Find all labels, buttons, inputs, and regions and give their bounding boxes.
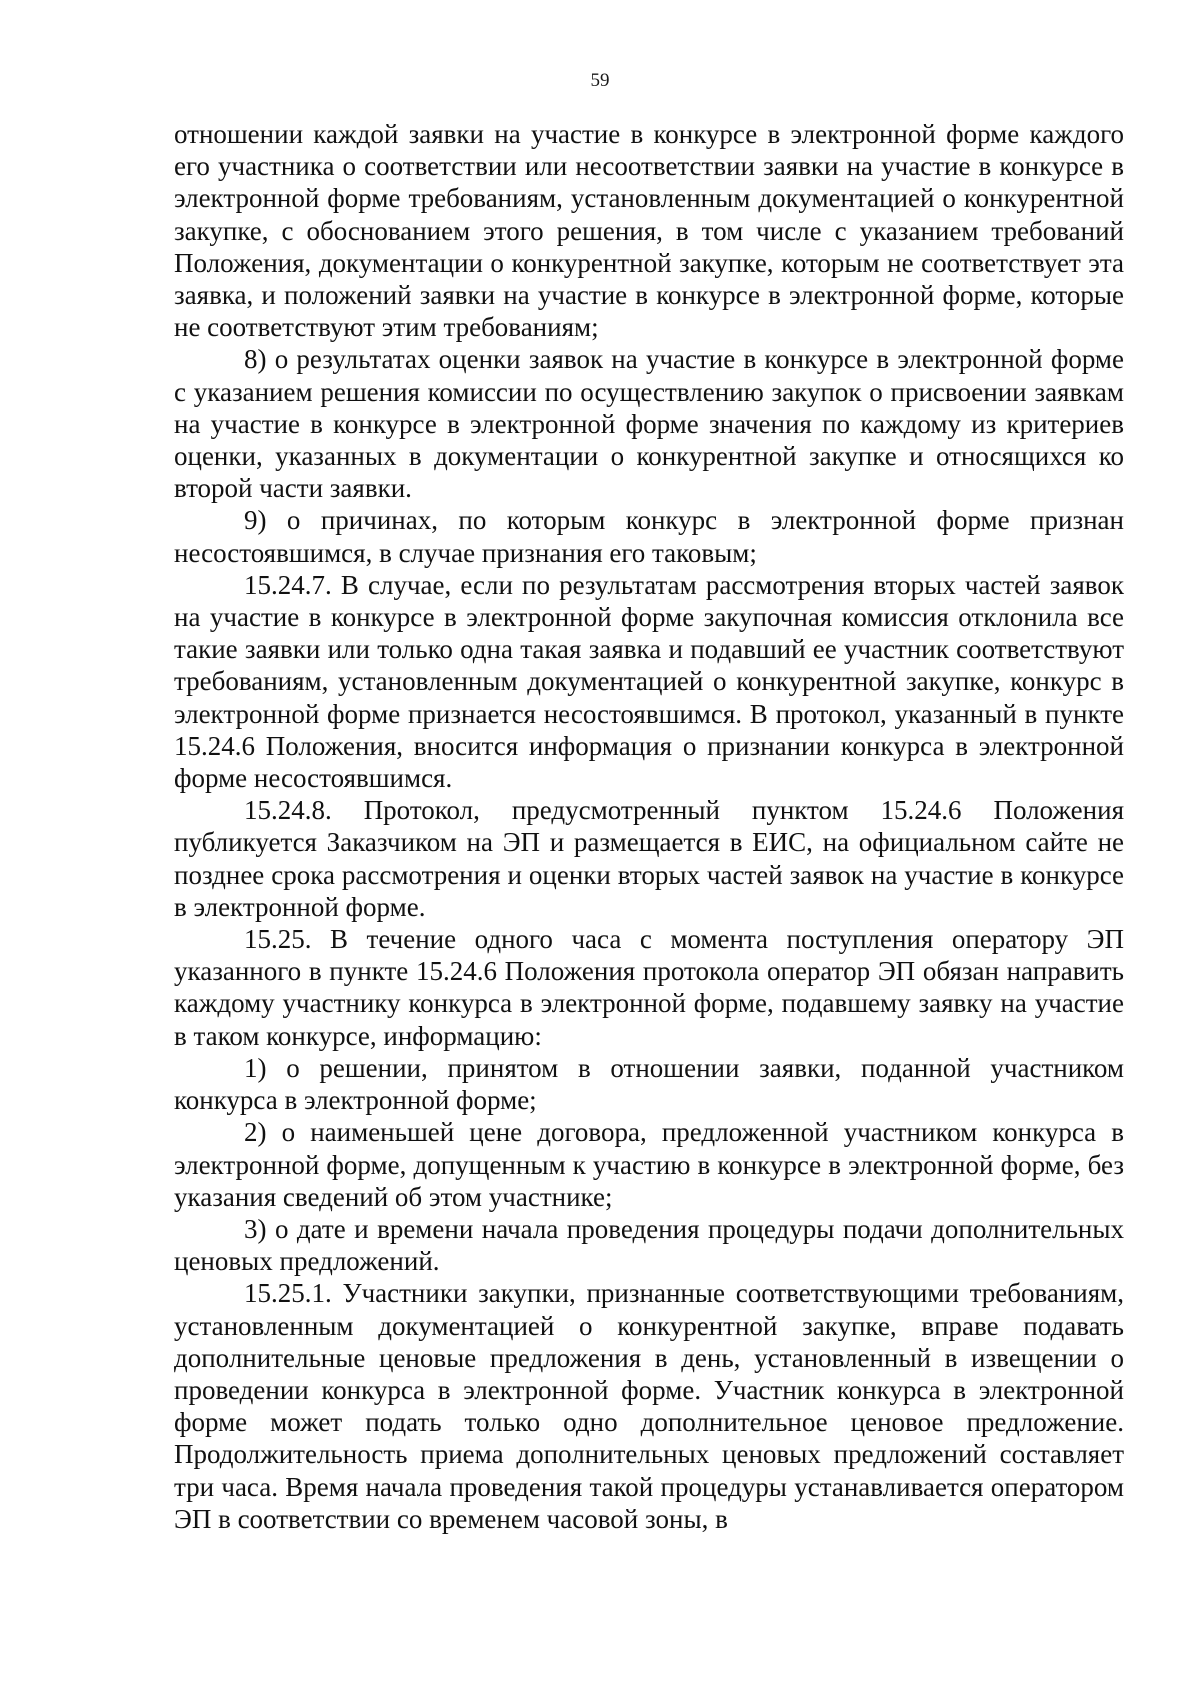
paragraph-item-3: 3) о дате и времени начала проведения процедуры подачи дополнительных ценовых предложений. — [174, 1213, 1124, 1277]
paragraph-continuation: отношении каждой заявки на участие в конкурсе в электронной форме каждого его участника о соответствии или несоответствии заявки на участие в конкурсе в электронной форме требованиям, установленным документацией о конкурентной закупке, с обоснованием этого решения, в том числе с указанием требований Положения, документации о конкурентной закупке, которым не соответствует эта заявка, и положений заявки на участие в конкурсе в электронной форме, которые не соответствуют этим требованиям; — [174, 119, 1124, 343]
document-body — [174, 118, 1124, 1535]
paragraph-15-24-7: 15.24.7. В случае, если по результатам рассмотрения вторых частей заявок на участие в конкурсе в электронной форме закупочная комиссия отклонила все такие заявки или только одна такая заявка и подавший ее участник соответствуют требованиям, установленным документацией о конкурентной закупке, конкурс в электронной форме признается несостоявшимся. В протокол, указанный в пункте 15.24.6 Положения, вносится информация о признании конкурса в электронной форме несостоявшимся. — [174, 569, 1124, 794]
paragraph-item-9: 9) о причинах, по которым конкурс в электронной форме признан несостоявшимся, в случае признания его таковым; — [174, 505, 1124, 568]
page-number: 59 — [590, 70, 610, 91]
paragraph-15-25-1: 15.25.1. Участники закупки, признанные соответствующими требованиям, установленным документацией о конкурентной закупке, вправе подавать дополнительные ценовые предложения в день, установленный в извещении о проведении конкурса в электронной форме. Участник конкурса в электронной форме может подать только одно дополнительное ценовое предложение. Продолжительность приема дополнительных ценовых предложений составляет три часа. Время начала проведения такой процедуры устанавливается оператором ЭП в соответствии со временем часовой зоны, в — [174, 1278, 1124, 1534]
paragraph-15-24-8: 15.24.8. Протокол, предусмотренный пунктом 15.24.6 Положения публикуется Заказчиком на ЭП и размещается в ЕИС, на официальном сайте не позднее срока рассмотрения и оценки вторых частей заявок на участие в конкурсе в электронной форме. — [174, 795, 1124, 922]
paragraph-item-8: 8) о результатах оценки заявок на участие в конкурсе в электронной форме с указанием решения комиссии по осуществлению закупок о присвоении заявкам на участие в конкурсе в электронной форме значения по каждому из критериев оценки, указанных в документации о конкурентной закупке и относящихся ко второй части заявки. — [174, 344, 1124, 504]
paragraph-item-1: 1) о решении, принятом в отношении заявки, поданной участником конкурса в электронной форме; — [174, 1052, 1124, 1116]
paragraph-item-2: 2) о наименьшей цене договора, предложенной участником конкурса в электронной форме, допущенным к участию в конкурсе в электронной форме, без указания сведений об этом участнике; — [174, 1117, 1124, 1212]
paragraph-15-25: 15.25. В течение одного часа с момента поступления оператору ЭП указанного в пункте 15.24.6 Положения протокола оператор ЭП обязан направить каждому участнику конкурса в электронной форме, подавшему заявку на участие в таком конкурсе, информацию: — [174, 924, 1124, 1051]
